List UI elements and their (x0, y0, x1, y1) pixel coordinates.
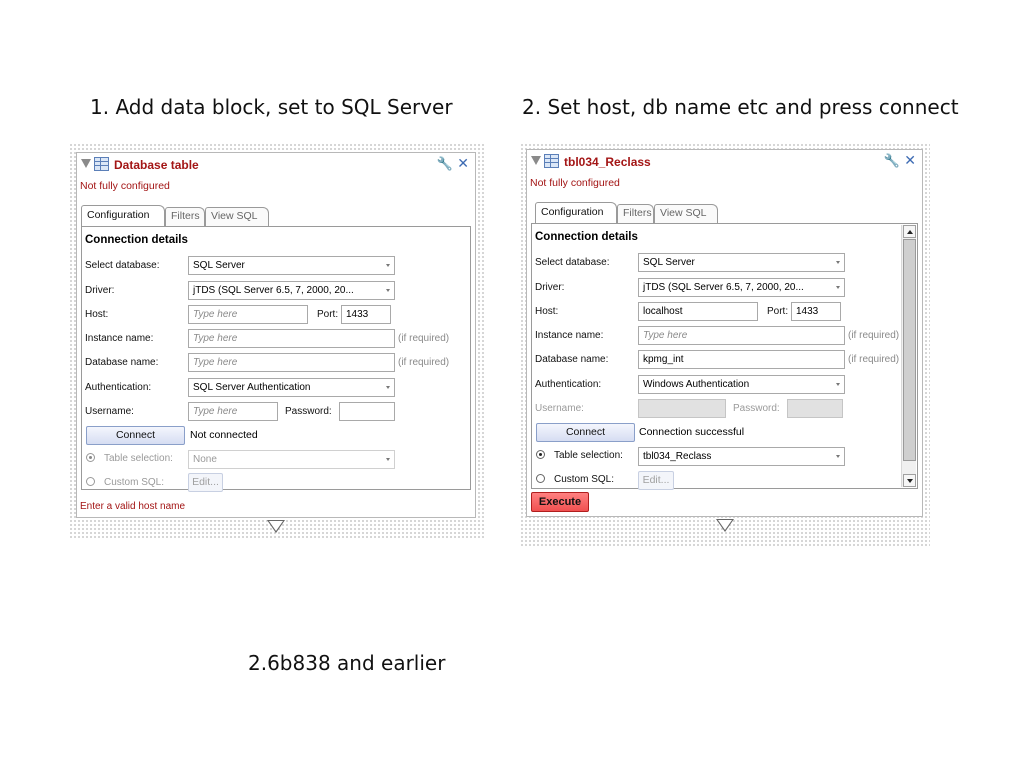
driver-value: jTDS (SQL Server 6.5, 7, 2000, 20... (643, 282, 804, 293)
connection-status: Connection successful (639, 426, 745, 438)
instance-name-label: Instance name: (535, 330, 604, 341)
execute-button[interactable]: Execute (531, 492, 589, 512)
step1-caption: 1. Add data block, set to SQL Server (90, 95, 453, 119)
tab-filters[interactable]: Filters (617, 204, 654, 223)
password-label: Password: (733, 403, 780, 414)
instance-name-input[interactable]: Type here (188, 329, 395, 348)
section-title: Connection details (85, 234, 188, 246)
database-hint: (if required) (848, 354, 900, 365)
vertical-scrollbar[interactable] (901, 225, 916, 487)
database-hint: (if required) (398, 357, 450, 368)
wrench-icon[interactable]: 🔧 (883, 153, 900, 168)
port-label: Port: (317, 309, 339, 320)
tab-view-sql[interactable]: View SQL (654, 204, 718, 223)
version-note-caption: 2.6b838 and earlier (248, 651, 446, 675)
select-database-dropdown[interactable] (188, 256, 395, 275)
collapse-triangle-icon[interactable] (81, 159, 91, 168)
database-block-panel-1 (76, 152, 476, 518)
block-title[interactable]: Database table (114, 158, 199, 172)
table-icon (544, 154, 559, 168)
host-input[interactable]: localhost (638, 302, 758, 321)
table-selection-dropdown[interactable] (638, 447, 845, 466)
custom-sql-radio[interactable] (86, 477, 95, 486)
select-database-label: Select database: (535, 257, 610, 268)
instance-name-input[interactable]: Type here (638, 326, 845, 345)
database-name-input[interactable]: Type here (188, 353, 395, 372)
table-selection-label: Table selection: (554, 450, 623, 461)
authentication-label: Authentication: (535, 379, 602, 390)
authentication-dropdown[interactable] (188, 378, 395, 397)
host-label: Host: (85, 309, 109, 320)
wrench-icon[interactable]: 🔧 (436, 156, 453, 171)
block-header (77, 153, 475, 175)
table-selection-dropdown[interactable] (188, 450, 395, 469)
database-name-label: Database name: (535, 354, 609, 365)
chevron-down-icon (386, 289, 390, 292)
username-input[interactable] (638, 399, 726, 418)
collapse-triangle-icon[interactable] (531, 156, 541, 165)
chevron-down-icon (386, 458, 390, 461)
authentication-value: Windows Authentication (643, 379, 750, 390)
connect-button[interactable]: Connect (536, 423, 635, 442)
select-database-dropdown[interactable] (638, 253, 845, 272)
instance-name-label: Instance name: (85, 333, 154, 344)
chevron-down-icon (386, 386, 390, 389)
table-selection-value: tbl034_Reclass (643, 451, 712, 462)
password-input[interactable] (339, 402, 395, 421)
configuration-panel (531, 223, 918, 489)
scroll-up-icon[interactable] (903, 225, 916, 238)
password-label: Password: (285, 406, 332, 417)
driver-label: Driver: (85, 285, 115, 296)
username-label: Username: (85, 406, 134, 417)
custom-sql-radio[interactable] (536, 474, 545, 483)
custom-sql-label: Custom SQL: (104, 477, 165, 488)
table-selection-radio[interactable] (86, 453, 95, 462)
host-input[interactable]: Type here (188, 305, 308, 324)
configuration-panel (81, 226, 471, 490)
username-label: Username: (535, 403, 584, 414)
step2-caption: 2. Set host, db name etc and press connect (522, 95, 959, 119)
driver-dropdown[interactable] (188, 281, 395, 300)
expand-down-triangle-icon[interactable] (267, 520, 285, 533)
username-input[interactable]: Type here (188, 402, 278, 421)
close-icon[interactable]: ✕ (904, 152, 916, 168)
custom-sql-label: Custom SQL: (554, 474, 615, 485)
chevron-down-icon (386, 264, 390, 267)
block-title[interactable]: tbl034_Reclass (564, 155, 651, 169)
connect-button[interactable]: Connect (86, 426, 185, 445)
table-selection-radio[interactable] (536, 450, 545, 459)
validation-error: Enter a valid host name (80, 501, 186, 512)
block-header (527, 150, 922, 172)
config-status: Not fully configured (80, 180, 170, 192)
chevron-down-icon (836, 261, 840, 264)
database-name-input[interactable]: kpmg_int (638, 350, 845, 369)
edit-sql-button[interactable]: Edit... (638, 471, 674, 490)
port-label: Port: (767, 306, 789, 317)
select-database-value: SQL Server (643, 257, 695, 268)
instance-hint: (if required) (398, 333, 450, 344)
database-block-panel-2 (526, 149, 923, 517)
select-database-value: SQL Server (193, 260, 245, 271)
close-icon[interactable]: ✕ (457, 155, 469, 171)
authentication-dropdown[interactable] (638, 375, 845, 394)
scroll-down-icon[interactable] (903, 474, 916, 487)
instance-hint: (if required) (848, 330, 900, 341)
password-input[interactable] (787, 399, 843, 418)
expand-down-triangle-icon[interactable] (716, 519, 734, 532)
port-input[interactable]: 1433 (341, 305, 391, 324)
tab-configuration[interactable]: Configuration (535, 202, 617, 223)
tab-configuration[interactable]: Configuration (81, 205, 165, 226)
select-database-label: Select database: (85, 260, 160, 271)
port-input[interactable]: 1433 (791, 302, 841, 321)
edit-sql-button[interactable]: Edit... (188, 473, 223, 492)
host-label: Host: (535, 306, 559, 317)
driver-dropdown[interactable] (638, 278, 845, 297)
config-status: Not fully configured (530, 177, 620, 189)
tab-filters[interactable]: Filters (165, 207, 205, 226)
connection-status: Not connected (190, 429, 258, 441)
chevron-down-icon (836, 286, 840, 289)
chevron-down-icon (836, 455, 840, 458)
authentication-label: Authentication: (85, 382, 152, 393)
table-selection-label: Table selection: (104, 453, 173, 464)
driver-label: Driver: (535, 282, 565, 293)
chevron-down-icon (836, 383, 840, 386)
section-title: Connection details (535, 231, 638, 243)
scrollbar-thumb[interactable] (903, 239, 916, 461)
authentication-value: SQL Server Authentication (193, 382, 311, 393)
tab-view-sql[interactable]: View SQL (205, 207, 269, 226)
table-selection-value: None (193, 454, 217, 465)
database-name-label: Database name: (85, 357, 159, 368)
driver-value: jTDS (SQL Server 6.5, 7, 2000, 20... (193, 285, 354, 296)
table-icon (94, 157, 109, 171)
